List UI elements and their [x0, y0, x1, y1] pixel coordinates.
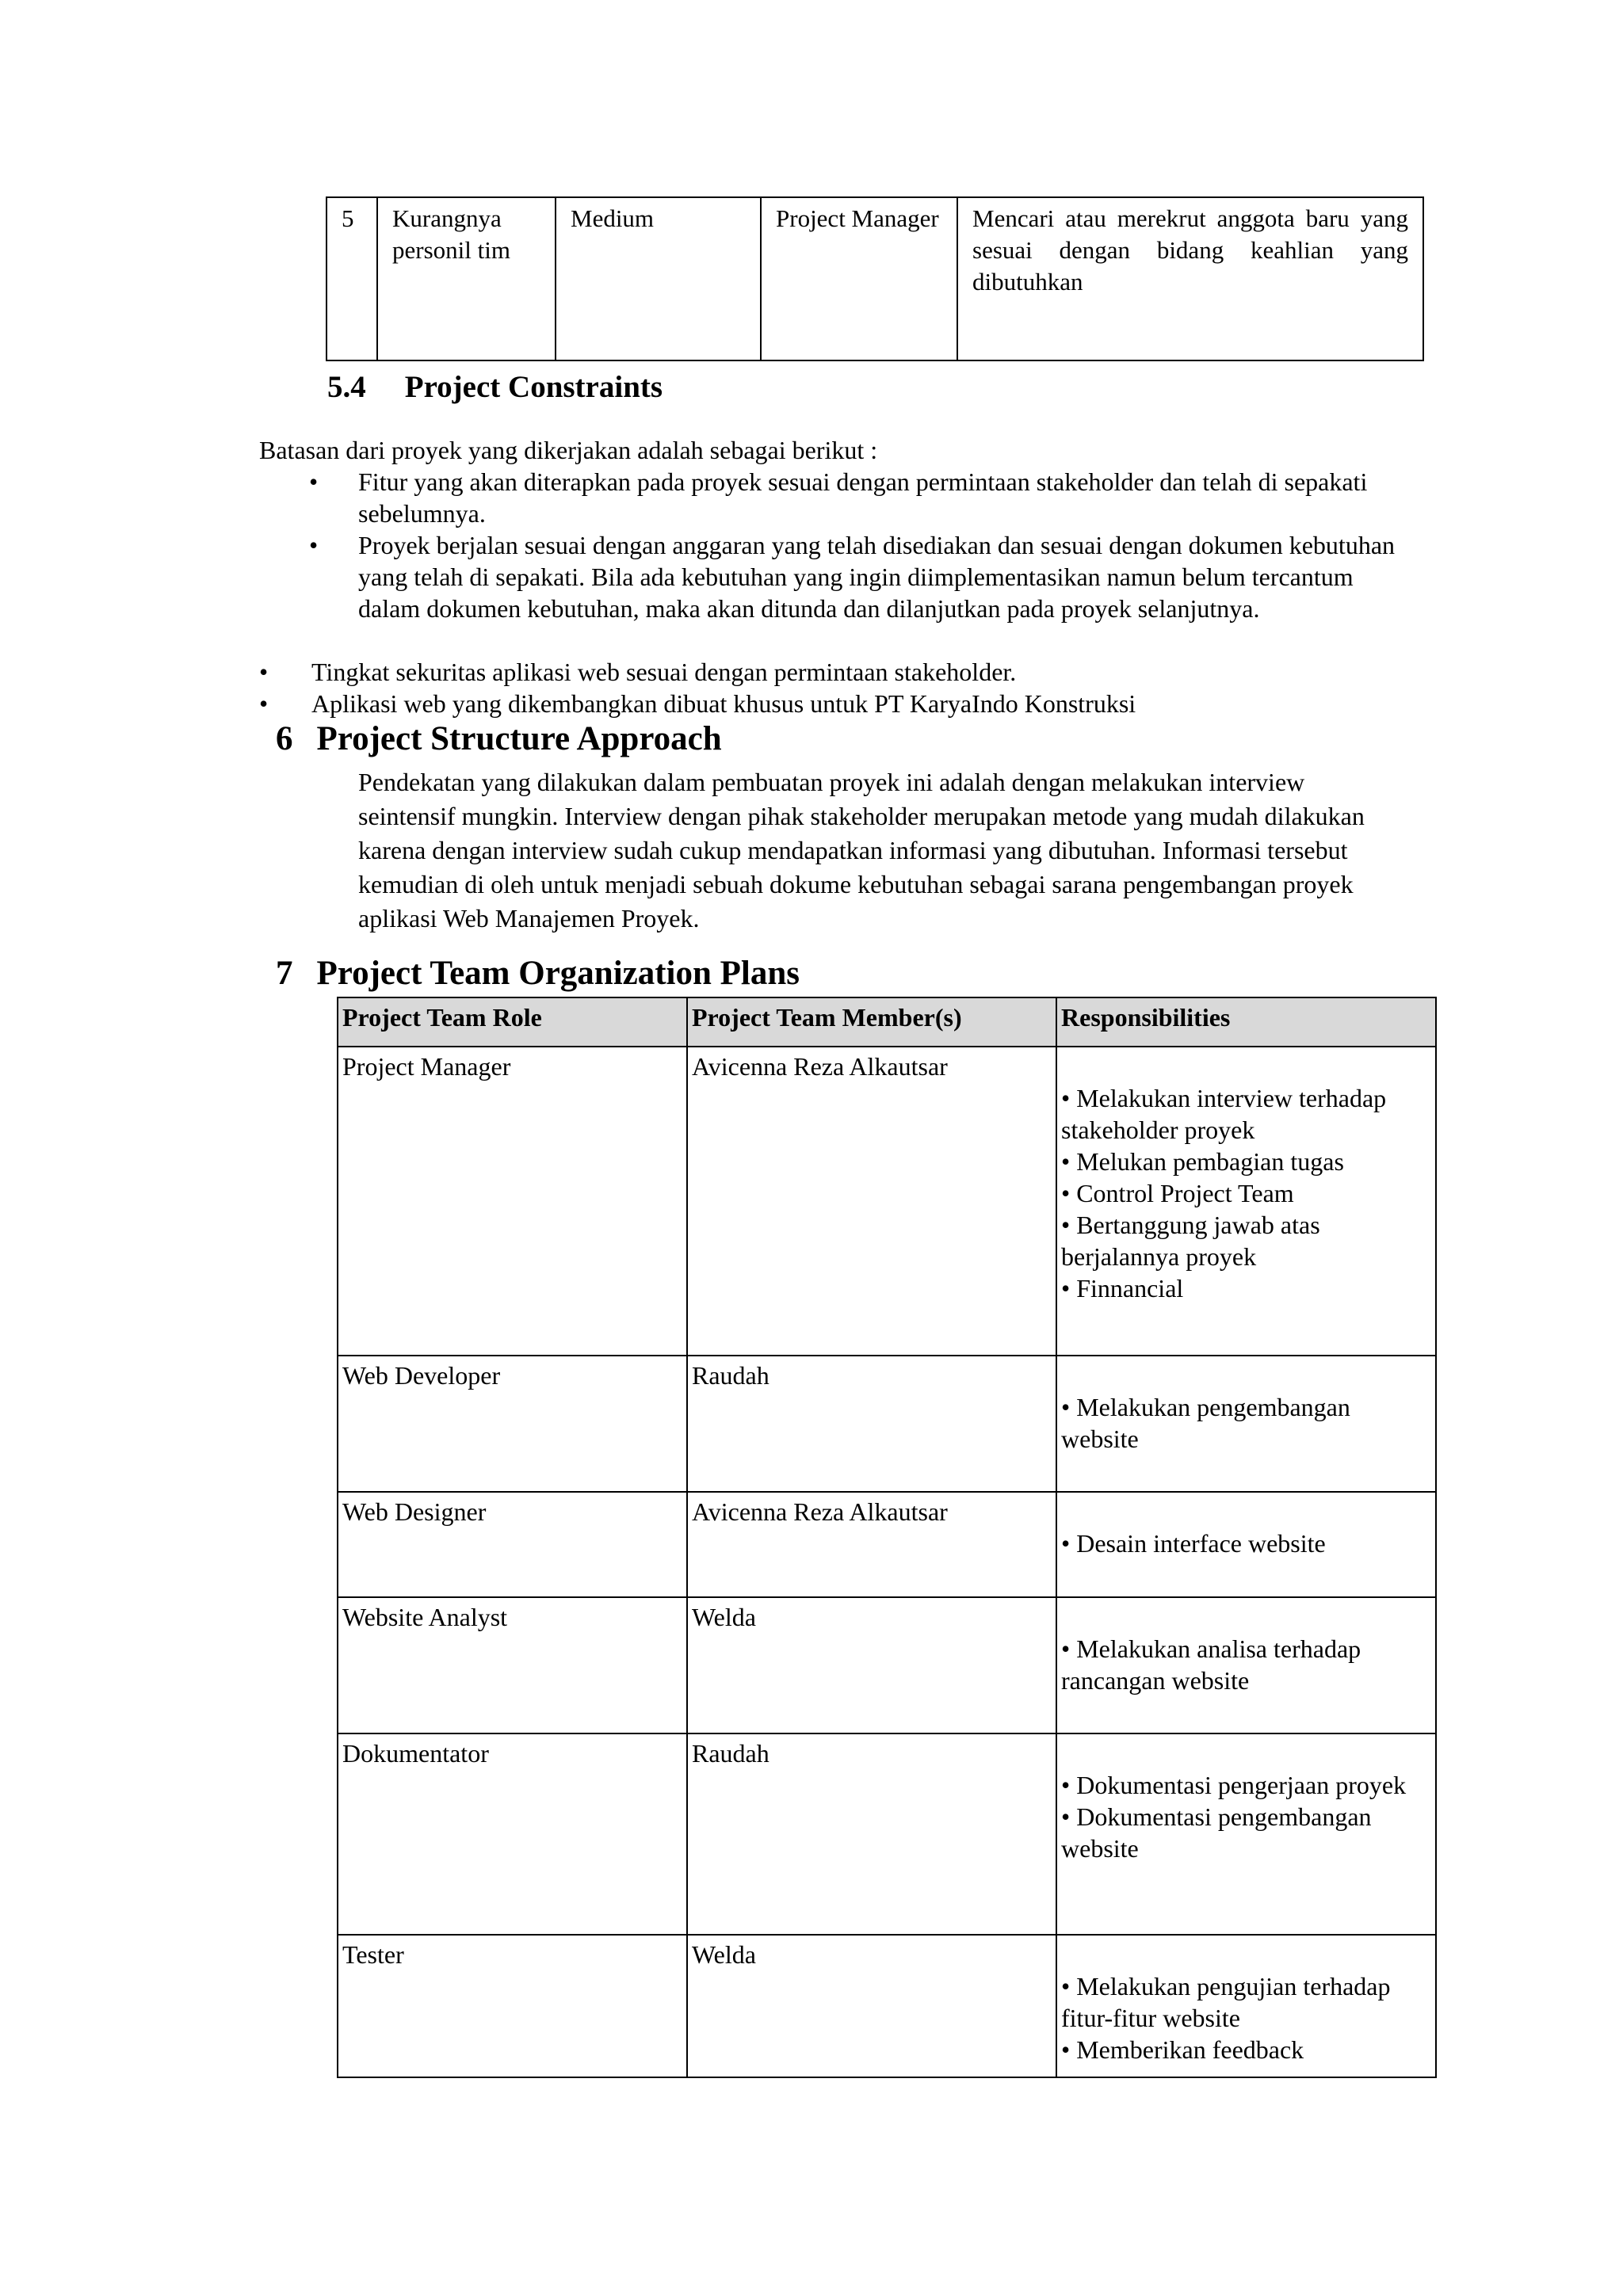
constraints-indented-list	[309, 466, 1419, 624]
structure-title: Project Structure Approach	[316, 720, 722, 757]
constraints-title: Project Constraints	[404, 370, 663, 404]
structure-body: Pendekatan yang dilakukan dalam pembuatan proyek ini adalah dengan melakukan interview seintensif mungkin. Interview dengan pihak stakeholder merupakan metode yang mudah dilakukan karena dengan interview sudah cukup mendapatkan informasi yang dibutuhan. Informasi tersebut kemudian di oleh untuk menjadi sebuah dokume kebutuhan sebagai sarana pengembangan proyek aplikasi Web Manajemen Proyek.	[358, 768, 1365, 933]
bullet-icon: •	[309, 467, 319, 496]
cell-responsibilities	[1056, 1356, 1436, 1492]
list-item	[309, 529, 1419, 624]
structure-heading	[276, 719, 722, 758]
risk-no: 5	[327, 197, 377, 360]
risk-level: Medium	[556, 197, 761, 360]
cell-role: Web Developer	[338, 1356, 687, 1492]
cell-member: Welda	[687, 1597, 1056, 1733]
responsibility-item: • Desain interface website	[1061, 1529, 1326, 1558]
cell-member: Avicenna Reza Alkautsar	[687, 1047, 1056, 1356]
list-item	[259, 688, 1416, 719]
cell-responsibilities	[1056, 1597, 1436, 1733]
cell-role: Website Analyst	[338, 1597, 687, 1733]
cell-role: Project Manager	[338, 1047, 687, 1356]
bullet-icon: •	[259, 689, 269, 718]
cell-role: Dokumentator	[338, 1733, 687, 1935]
col-header-member: Project Team Member(s)	[687, 997, 1056, 1047]
table-row	[338, 1935, 1436, 2077]
list-item-text: Aplikasi web yang dikembangkan dibuat khusus untuk PT KaryaIndo Konstruksi	[311, 689, 1136, 718]
cell-member: Welda	[687, 1935, 1056, 2077]
constraints-outer-list	[259, 656, 1416, 719]
responsibility-item: • Melakukan analisa terhadap rancangan website	[1061, 1634, 1361, 1695]
list-item	[309, 466, 1419, 529]
cell-responsibilities	[1056, 1492, 1436, 1597]
col-header-role: Project Team Role	[338, 997, 687, 1047]
team-table	[337, 997, 1437, 2078]
cell-role: Tester	[338, 1935, 687, 2077]
constraints-heading	[327, 369, 663, 405]
team-table-header	[338, 997, 1436, 1047]
cell-role: Web Designer	[338, 1492, 687, 1597]
list-item	[259, 656, 1416, 688]
bullet-icon: •	[259, 658, 269, 686]
cell-responsibilities	[1056, 1935, 1436, 2077]
responsibility-item: • Memberikan feedback	[1061, 2035, 1304, 2064]
risk-name: Kurangnya personil tim	[377, 197, 556, 360]
responsibility-item: • Melakukan pengujian terhadap fitur-fitur website	[1061, 1972, 1391, 2032]
team-heading	[276, 954, 800, 993]
risk-owner: Project Manager	[761, 197, 957, 360]
responsibility-item: • Control Project Team	[1061, 1179, 1294, 1207]
responsibility-item: • Dokumentasi pengerjaan proyek	[1061, 1771, 1407, 1799]
structure-number: 6	[276, 720, 293, 757]
col-header-responsibilities: Responsibilities	[1056, 997, 1436, 1047]
responsibility-item: • Dokumentasi pengembangan website	[1061, 1802, 1372, 1863]
table-row	[338, 1733, 1436, 1935]
table-row	[338, 1597, 1436, 1733]
constraints-number: 5.4	[327, 370, 366, 404]
list-item-text: Tingkat sekuritas aplikasi web sesuai dengan permintaan stakeholder.	[311, 658, 1017, 686]
responsibility-item: • Melakukan interview terhadap stakeholder proyek	[1061, 1084, 1387, 1144]
responsibility-item: • Bertanggung jawab atas berjalannya proyek	[1061, 1211, 1320, 1271]
risk-row	[327, 197, 1423, 360]
cell-member: Raudah	[687, 1356, 1056, 1492]
table-row	[338, 1047, 1436, 1356]
responsibility-item: • Finnancial	[1061, 1274, 1184, 1302]
risk-mitigation: Mencari atau merekrut anggota baru yang sesuai dengan bidang keahlian yang dibutuhkan	[957, 197, 1423, 360]
bullet-icon: •	[309, 531, 319, 559]
cell-responsibilities	[1056, 1047, 1436, 1356]
list-item-text: Proyek berjalan sesuai dengan anggaran yang telah disediakan dan sesuai dengan dokumen kebutuhan yang telah di sepakati. Bila ada kebutuhan yang ingin diimplementasikan namun belum tercantum dalam dokumen kebutuhan, maka akan ditunda dan dilanjutkan pada proyek selanjutnya.	[358, 531, 1396, 623]
team-number: 7	[276, 955, 293, 992]
table-row	[338, 1492, 1436, 1597]
responsibility-item: • Melakukan pengembangan website	[1061, 1393, 1350, 1453]
cell-member: Raudah	[687, 1733, 1056, 1935]
list-item-text: Fitur yang akan diterapkan pada proyek sesuai dengan permintaan stakeholder dan telah di sepakati sebelumnya.	[358, 467, 1368, 528]
table-row	[338, 1356, 1436, 1492]
cell-member: Avicenna Reza Alkautsar	[687, 1492, 1056, 1597]
cell-responsibilities	[1056, 1733, 1436, 1935]
team-title: Project Team Organization Plans	[316, 955, 800, 992]
constraints-intro: Batasan dari proyek yang dikerjakan adalah sebagai berikut :	[259, 436, 878, 464]
responsibility-item: • Melukan pembagian tugas	[1061, 1147, 1344, 1176]
risk-table	[326, 196, 1424, 361]
